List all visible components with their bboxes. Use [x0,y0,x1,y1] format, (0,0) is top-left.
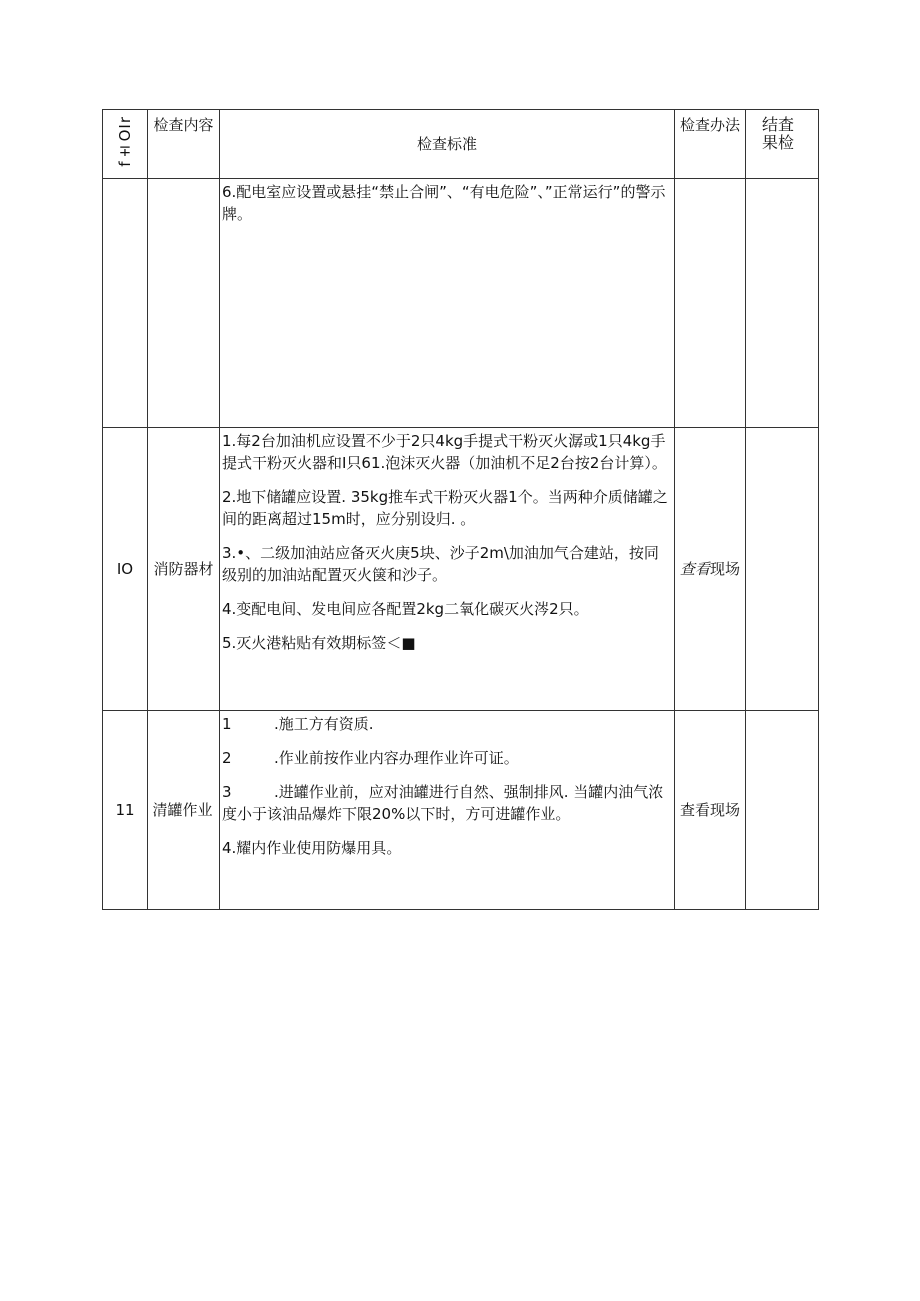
row-number-cell [103,711,148,910]
row-standard-cell [220,179,675,428]
header-standard [220,110,675,179]
inspection-table [102,109,819,910]
standard-item: 3.•、二级加油站应备灭火庚5块、沙子2m\加油加气合建站，按同级别的加油站配置灭火箧和沙子。 [222,544,659,584]
row-number: 11 [115,801,135,819]
header-standard-label: 检查标准 [416,135,477,153]
header-content-label: 检查内容 [153,116,214,134]
standard-item [222,781,668,825]
header-number-label: f±OIr [116,115,134,167]
header-result-label: 结査果检 [762,115,795,152]
standard-item-text: .进罐作业前，应对油罐进行自然、强制排风. 当罐内油气浓度小于该油品爆炸下限20%以下时，方可进罐作业。 [222,783,664,823]
standard-item [222,747,668,769]
row-standard-cell [220,711,675,910]
table-row [103,711,819,910]
row-content: 清罐作业 [152,801,213,819]
header-result [746,110,819,179]
table-header-row [103,110,819,179]
row-content: 消防器材 [153,560,214,578]
row-content-cell [148,428,220,711]
row-method-part-a: 查看 [679,560,710,578]
row-method [679,558,741,580]
standard-item: 6.配电室应设置或悬挂“禁止合闸”、“有电危险”、”正常运行”的警示牌。 [222,183,666,223]
standard-item: 5.灭火港粘贴有效期标签＜■ [222,634,416,652]
header-method-label: 检查办法 [679,116,740,134]
row-content-cell [148,179,220,428]
row-standard-cell [220,428,675,711]
table-row [103,179,819,428]
standard-item: 1.每2台加油机应设置不少于2只4kg手提式干粉灭火潺或1只4kg手提式干粉灭火器和I只61.泡沫灭火器（加油机不足2台按2台计算）。 [222,432,667,472]
row-method-part-b: 现场 [710,560,741,578]
row-result-cell [746,711,819,910]
standard-item: 4.耀内作业使用防爆用具。 [222,839,402,857]
row-method-cell [675,711,746,910]
standard-item-text: .作业前按作业内容办理作业许可证。 [274,749,519,767]
standard-item: 4.变配电间、发电间应各配置2kg二氧化碳灭火涔2只。 [222,600,589,618]
row-result-cell [746,428,819,711]
row-method: 查看现场 [679,801,740,819]
standard-item [222,713,668,735]
row-number-cell [103,428,148,711]
table-row [103,428,819,711]
standard-item-number: 2 [222,749,232,767]
row-number-cell [103,179,148,428]
row-method-cell [675,428,746,711]
row-result-cell [746,179,819,428]
standard-item-number: 3 [222,783,232,801]
header-content [148,110,220,179]
standard-item-number: 1 [222,715,232,733]
standard-item: 2.地下储罐应设置. 35kg推车式干粉灭火器1个。当两种介质储罐之间的距离超过15m时，应分别设归. 。 [222,488,668,528]
inspection-sheet [102,109,818,910]
row-content-cell [148,711,220,910]
row-method-cell [675,179,746,428]
header-method [675,110,746,179]
header-number [103,110,148,179]
row-number: IO [116,560,134,578]
standard-item-text: .施工方有资质. [274,715,374,733]
